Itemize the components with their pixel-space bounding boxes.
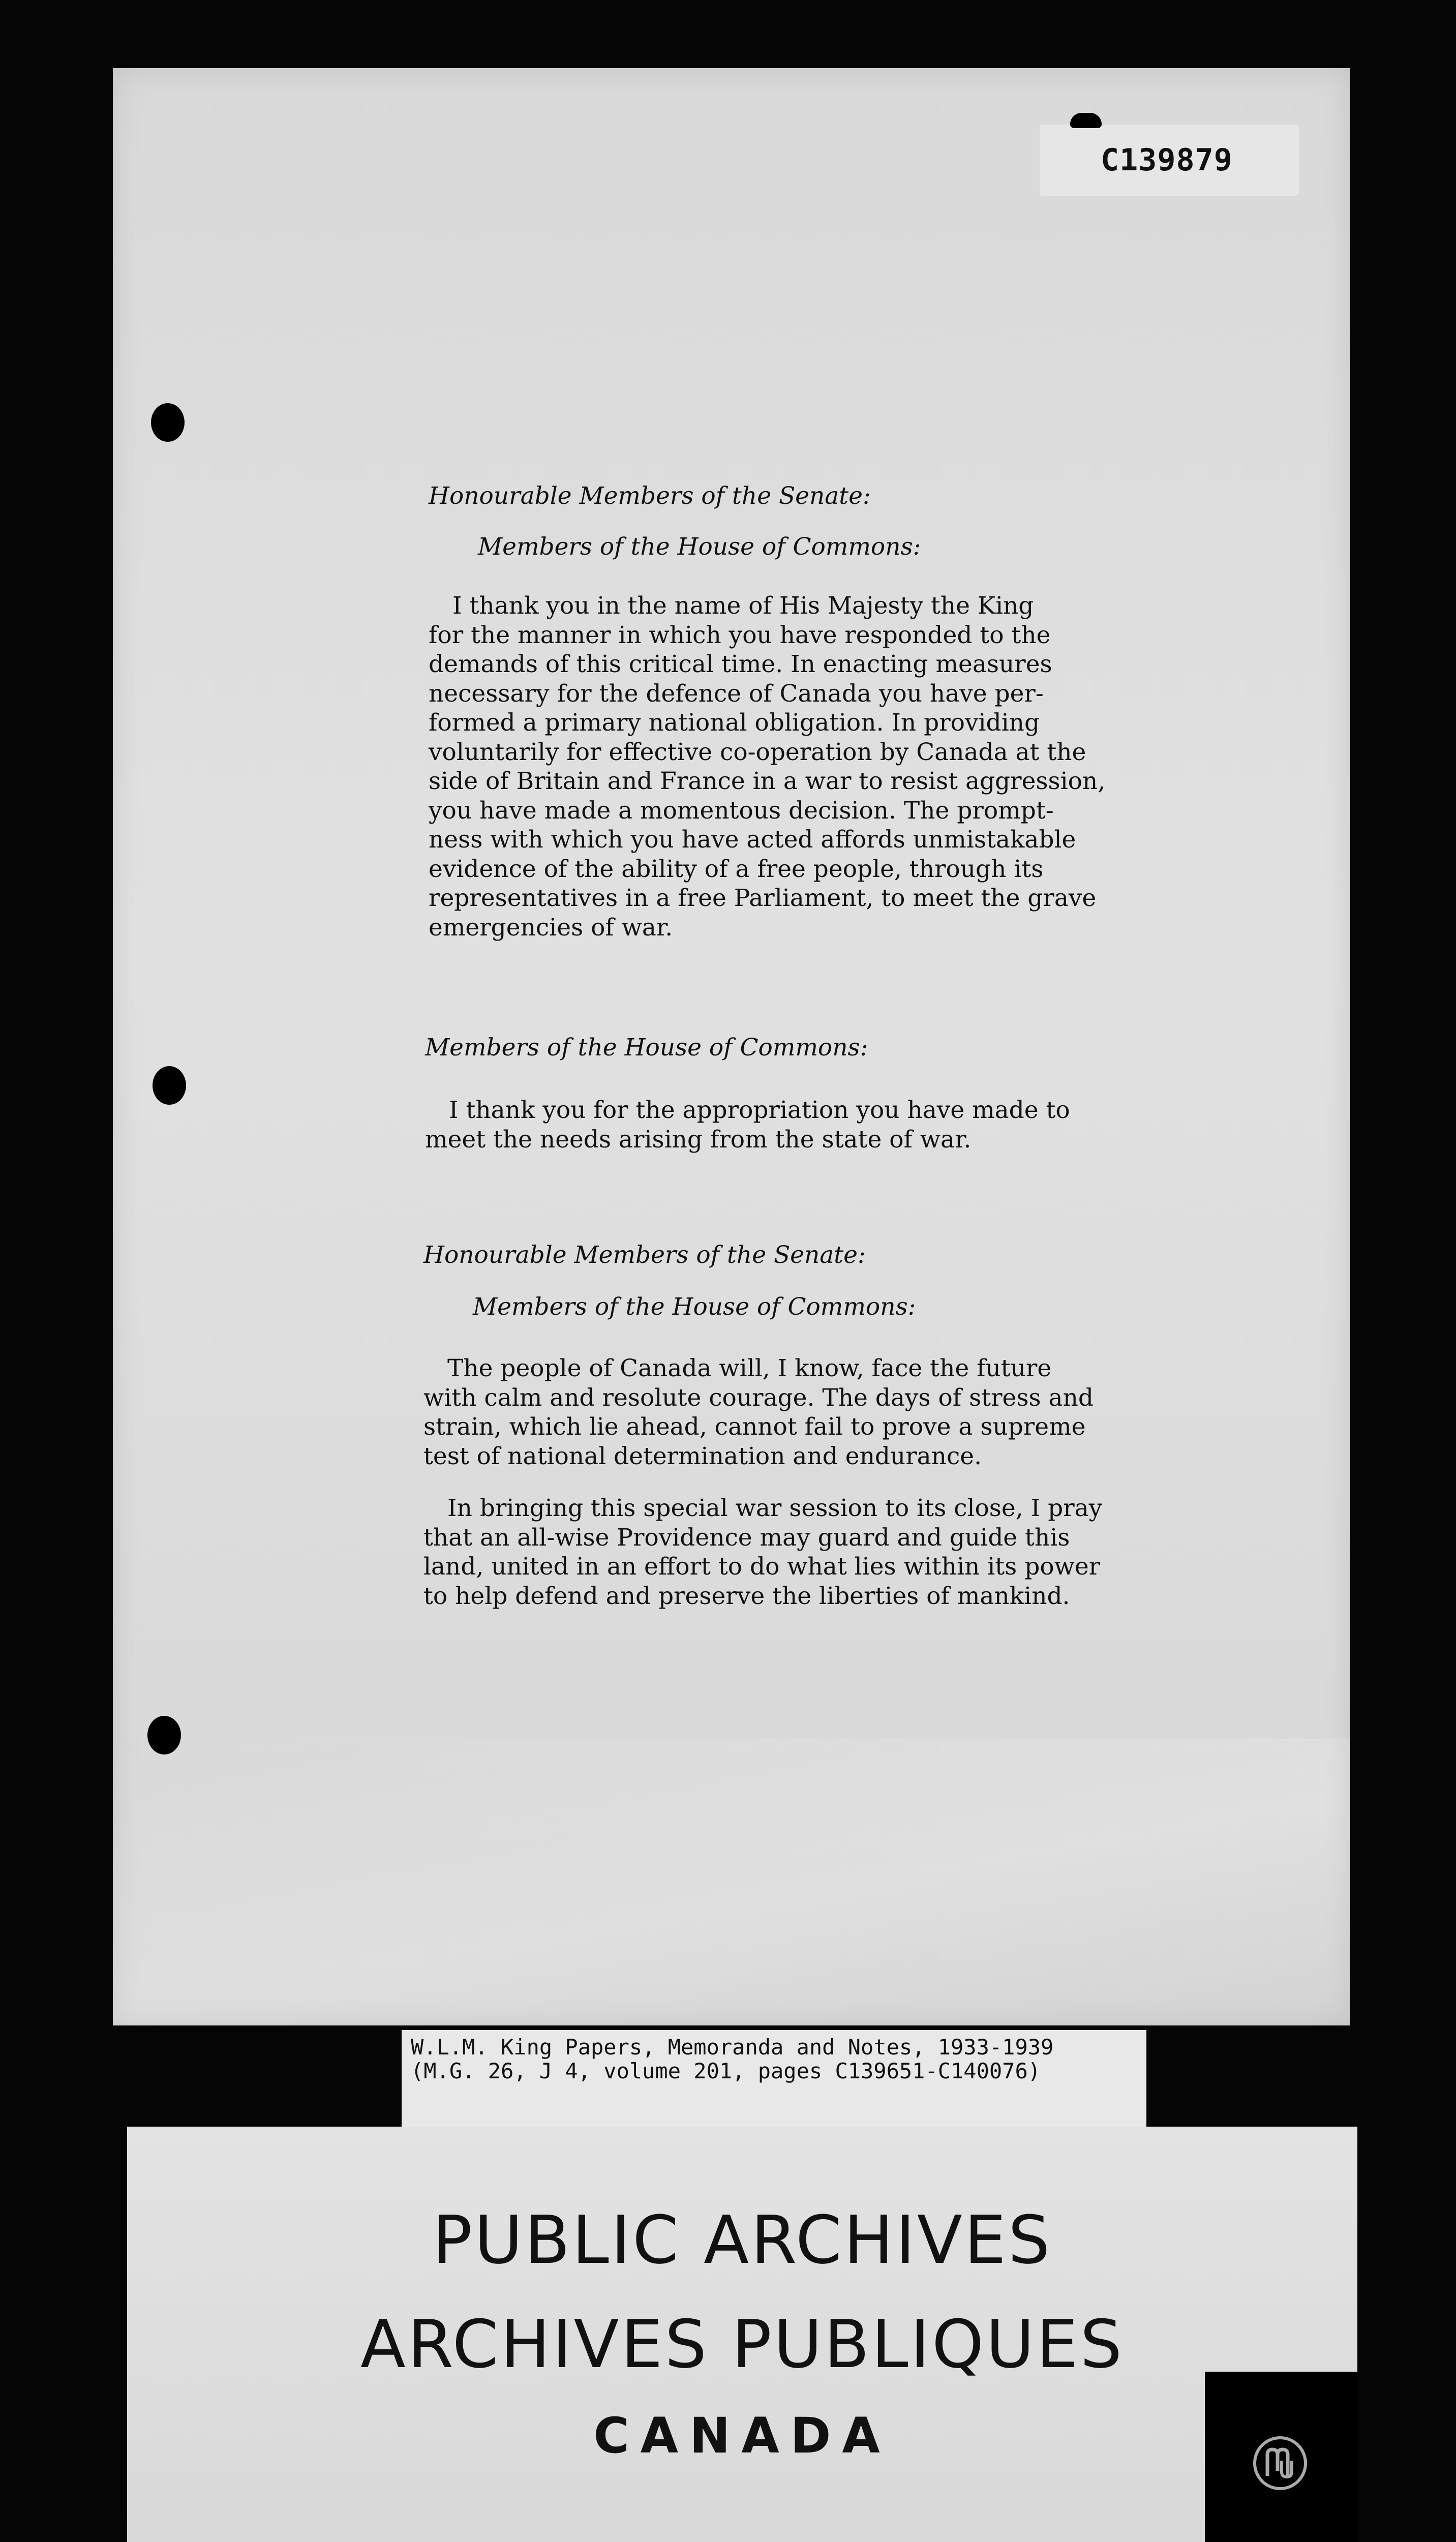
paragraph — [423, 1354, 1094, 1471]
archives-logo-icon — [1252, 2435, 1308, 2491]
text-line: to help defend and preserve the liberties of mankind. — [423, 1582, 1070, 1610]
salutation-commons: Members of the House of Commons: — [425, 1034, 868, 1062]
caption-line: (M.G. 26, J 4, volume 201, pages C139651-C140076) — [411, 2059, 1041, 2083]
text-line: strain, which lie ahead, cannot fail to prove a supreme — [423, 1413, 1086, 1441]
text-line: The people of Canada will, I know, face the future — [447, 1354, 1052, 1382]
text-line: necessary for the defence of Canada you have per- — [429, 679, 1044, 708]
punch-hole-icon — [153, 1066, 186, 1105]
text-line: ness with which you have acted affords unmistakable — [429, 826, 1076, 854]
text-line: I thank you in the name of His Majesty the King — [452, 592, 1034, 620]
text-line: with calm and resolute courage. The days of stress and — [423, 1383, 1094, 1412]
archive-title-en: PUBLIC ARCHIVES — [432, 2201, 1052, 2279]
text-line: that an all-wise Providence may guard and guide this — [423, 1523, 1070, 1552]
reference-number: C139879 — [1101, 142, 1233, 178]
paragraph — [423, 1494, 1102, 1611]
punch-hole-icon — [147, 1716, 181, 1754]
collection-caption — [411, 2035, 1053, 2083]
text-line: meet the needs arising from the state of war. — [425, 1125, 972, 1154]
text-line: side of Britain and France in a war to resist aggression, — [429, 767, 1106, 795]
paragraph — [429, 591, 1105, 942]
salutation-senate: Honourable Members of the Senate: — [423, 1241, 866, 1269]
text-line: test of national determination and endurance. — [423, 1442, 982, 1470]
text-line: you have made a momentous decision. The prompt- — [429, 796, 1054, 825]
caption-line: W.L.M. King Papers, Memoranda and Notes, 1933-1939 — [411, 2035, 1054, 2060]
archive-country: CANADA — [593, 2407, 891, 2464]
text-line: demands of this critical time. In enacting measures — [429, 650, 1052, 678]
text-line: formed a primary national obligation. In providing — [429, 709, 1040, 737]
salutation-commons: Members of the House of Commons: — [473, 1293, 916, 1321]
text-line: emergencies of war. — [429, 913, 673, 942]
text-line: evidence of the ability of a free people, through its — [429, 855, 1044, 883]
text-line: for the manner in which you have responded to the — [429, 621, 1051, 649]
punch-hole-icon — [151, 403, 185, 442]
text-line: representatives in a free Parliament, to meet the grave — [429, 884, 1097, 912]
salutation-commons: Members of the House of Commons: — [478, 533, 921, 561]
archive-title-fr: ARCHIVES PUBLIQUES — [360, 2306, 1125, 2383]
text-line: voluntarily for effective co-operation by Canada at the — [429, 738, 1086, 766]
text-line: In bringing this special war session to its close, I pray — [447, 1494, 1103, 1522]
salutation-senate: Honourable Members of the Senate: — [429, 482, 871, 510]
staple-icon — [1070, 113, 1102, 128]
text-line: I thank you for the appropriation you have made to — [449, 1096, 1070, 1124]
paragraph — [425, 1096, 1070, 1154]
text-line: land, united in an effort to do what lies within its power — [423, 1553, 1101, 1581]
